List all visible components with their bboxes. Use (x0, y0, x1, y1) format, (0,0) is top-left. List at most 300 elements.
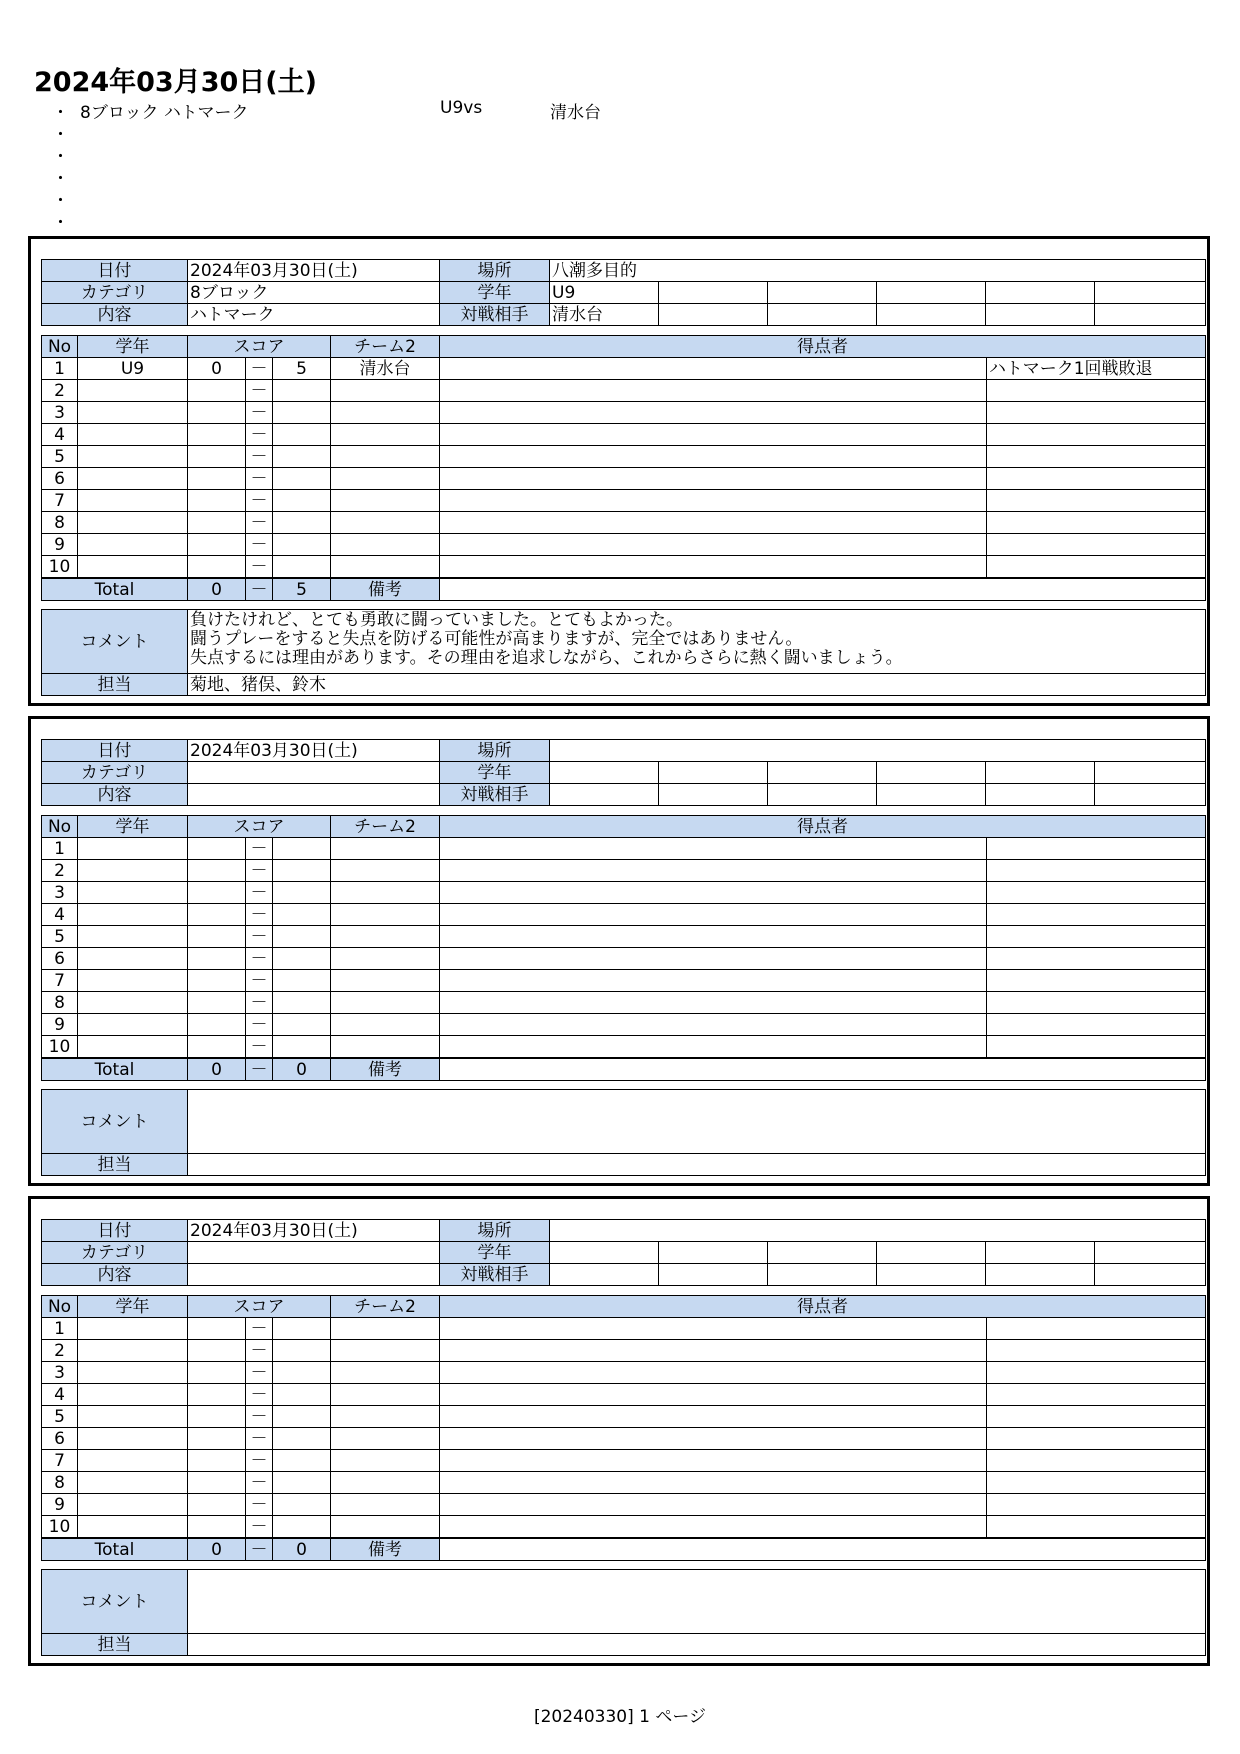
bullet-dot: ・ (52, 125, 69, 145)
score-dash: － (246, 904, 273, 926)
staff-value (188, 1634, 1206, 1656)
row-team2 (331, 838, 440, 860)
category-value (188, 1242, 440, 1264)
total-home: 0 (188, 1058, 246, 1081)
score-dash: － (246, 490, 273, 512)
row-number: 9 (42, 1494, 78, 1516)
date-label: 日付 (42, 740, 188, 762)
category-label: カテゴリ (42, 282, 188, 304)
score-dash: － (246, 882, 273, 904)
row-score-away (273, 948, 331, 970)
row-grade (78, 970, 188, 992)
staff-label: 担当 (42, 1154, 188, 1176)
score-dash: － (246, 402, 273, 424)
row-grade (78, 904, 188, 926)
total-label: Total (42, 1058, 188, 1081)
row-team2 (331, 512, 440, 534)
row-score-home (188, 424, 246, 446)
place-label: 場所 (440, 740, 550, 762)
opponent-value (550, 784, 659, 806)
table-row (42, 512, 1206, 534)
row-note (987, 992, 1206, 1014)
score-dash: － (246, 926, 273, 948)
row-number: 2 (42, 1340, 78, 1362)
bullet-dot: ・ (52, 169, 69, 189)
row-score-away (273, 490, 331, 512)
table-row (42, 860, 1206, 882)
table-row (42, 992, 1206, 1014)
staff-value (188, 1154, 1206, 1176)
table-row (42, 970, 1206, 992)
row-grade (78, 402, 188, 424)
row-scorer (440, 992, 987, 1014)
grade-label: 学年 (440, 762, 550, 784)
row-scorer (440, 926, 987, 948)
row-team2 (331, 446, 440, 468)
grade-extra-cell (659, 282, 768, 304)
score-table (41, 815, 1206, 1081)
row-note (987, 882, 1206, 904)
row-score-home (188, 1494, 246, 1516)
score-dash: － (246, 948, 273, 970)
row-note (987, 1318, 1206, 1340)
comment-table (41, 1089, 1206, 1176)
row-grade (78, 1472, 188, 1494)
comment-label: コメント (42, 1090, 188, 1154)
row-score-away (273, 970, 331, 992)
row-number: 1 (42, 1318, 78, 1340)
score-dash: － (246, 1494, 273, 1516)
opponent-extra-cell (986, 1264, 1095, 1286)
opponent-extra-cell (768, 784, 877, 806)
row-note (987, 556, 1206, 579)
row-team2 (331, 1428, 440, 1450)
grade-extra-cell (768, 282, 877, 304)
score-dash: － (246, 578, 273, 601)
row-number: 3 (42, 402, 78, 424)
opponent-extra-cell (768, 1264, 877, 1286)
score-dash: － (246, 860, 273, 882)
row-number: 2 (42, 380, 78, 402)
row-scorer (440, 490, 987, 512)
remarks-value (440, 578, 1206, 601)
scorer-header: 得点者 (440, 816, 1206, 838)
row-number: 4 (42, 424, 78, 446)
table-row (42, 1516, 1206, 1539)
row-score-away (273, 1318, 331, 1340)
content-value (188, 1264, 440, 1286)
remarks-label: 備考 (331, 1538, 440, 1561)
row-team2 (331, 490, 440, 512)
no-header: No (42, 816, 78, 838)
row-note (987, 512, 1206, 534)
opponent-extra-cell (986, 304, 1095, 326)
row-number: 10 (42, 1036, 78, 1059)
row-score-away (273, 1362, 331, 1384)
staff-value: 菊地、猪俣、鈴木 (188, 674, 1206, 696)
category-label: カテゴリ (42, 1242, 188, 1264)
grade-value (550, 1242, 659, 1264)
score-dash: － (246, 380, 273, 402)
row-number: 8 (42, 992, 78, 1014)
row-scorer (440, 1472, 987, 1494)
total-home: 0 (188, 578, 246, 601)
row-grade (78, 468, 188, 490)
row-grade (78, 838, 188, 860)
row-score-away (273, 1384, 331, 1406)
row-score-home (188, 926, 246, 948)
table-row (42, 380, 1206, 402)
row-number: 5 (42, 1406, 78, 1428)
row-number: 3 (42, 1362, 78, 1384)
bullet-text: 8ブロック ハトマーク (80, 103, 249, 123)
remarks-value (440, 1538, 1206, 1561)
comment-line: 失点するには理由があります。その理由を追求しながら、これからさらに熱く闘いましょう。 (190, 648, 903, 668)
comment-table (41, 1569, 1206, 1656)
row-score-away (273, 1450, 331, 1472)
row-grade (78, 556, 188, 579)
score-dash: － (246, 1538, 273, 1561)
score-dash: － (246, 838, 273, 860)
row-score-home (188, 1384, 246, 1406)
no-header: No (42, 336, 78, 358)
row-team2 (331, 926, 440, 948)
row-note (987, 1362, 1206, 1384)
opponent-extra-cell (1095, 1264, 1206, 1286)
bullet-dot: ・ (52, 103, 69, 123)
row-scorer (440, 424, 987, 446)
row-score-away (273, 1014, 331, 1036)
row-scorer (440, 1494, 987, 1516)
row-score-away (273, 1516, 331, 1539)
grade-extra-cell (986, 1242, 1095, 1264)
row-note (987, 1384, 1206, 1406)
table-row (42, 1340, 1206, 1362)
place-value (550, 1220, 1206, 1242)
comment-text (188, 1090, 1206, 1154)
table-row (42, 468, 1206, 490)
row-score-home (188, 882, 246, 904)
row-score-home (188, 380, 246, 402)
no-header: No (42, 1296, 78, 1318)
row-scorer (440, 882, 987, 904)
bullet-text: U9vs (440, 98, 483, 118)
row-grade (78, 1362, 188, 1384)
score-dash: － (246, 1450, 273, 1472)
row-score-away (273, 1036, 331, 1059)
row-scorer (440, 1516, 987, 1539)
row-team2 (331, 1494, 440, 1516)
row-number: 10 (42, 556, 78, 579)
row-team2 (331, 1318, 440, 1340)
row-scorer (440, 948, 987, 970)
row-team2 (331, 534, 440, 556)
row-score-away (273, 534, 331, 556)
opponent-extra-cell (659, 1264, 768, 1286)
row-scorer (440, 512, 987, 534)
table-row (42, 1494, 1206, 1516)
scorer-header: 得点者 (440, 336, 1206, 358)
row-team2 (331, 1036, 440, 1059)
opponent-extra-cell (986, 784, 1095, 806)
match-record-block (28, 1196, 1210, 1666)
row-score-home (188, 534, 246, 556)
row-team2 (331, 1516, 440, 1539)
row-score-home (188, 992, 246, 1014)
scorer-header: 得点者 (440, 1296, 1206, 1318)
row-scorer (440, 838, 987, 860)
date-label: 日付 (42, 1220, 188, 1242)
row-team2: 清水台 (331, 358, 440, 380)
row-scorer (440, 380, 987, 402)
row-number: 5 (42, 926, 78, 948)
row-scorer (440, 556, 987, 579)
row-grade: U9 (78, 358, 188, 380)
row-number: 4 (42, 1384, 78, 1406)
grade-extra-cell (659, 1242, 768, 1264)
score-dash: － (246, 1516, 273, 1539)
row-scorer (440, 468, 987, 490)
row-scorer (440, 1014, 987, 1036)
row-number: 9 (42, 534, 78, 556)
remarks-label: 備考 (331, 578, 440, 601)
row-note: ハトマーク1回戦敗退 (987, 358, 1206, 380)
row-team2 (331, 992, 440, 1014)
date-label: 日付 (42, 260, 188, 282)
row-grade (78, 490, 188, 512)
staff-label: 担当 (42, 674, 188, 696)
row-number: 7 (42, 1450, 78, 1472)
row-score-away (273, 402, 331, 424)
content-value (188, 784, 440, 806)
row-score-home (188, 1036, 246, 1059)
row-number: 4 (42, 904, 78, 926)
table-row (42, 402, 1206, 424)
row-scorer (440, 860, 987, 882)
row-scorer (440, 1384, 987, 1406)
row-grade (78, 1318, 188, 1340)
team2-header: チーム2 (331, 816, 440, 838)
row-note (987, 1428, 1206, 1450)
row-note (987, 1406, 1206, 1428)
row-score-home (188, 1318, 246, 1340)
score-dash: － (246, 1318, 273, 1340)
opponent-extra-cell (1095, 784, 1206, 806)
content-label: 内容 (42, 304, 188, 326)
score-header: スコア (188, 816, 331, 838)
bullet-text: 清水台 (550, 103, 601, 123)
table-row (42, 1362, 1206, 1384)
row-score-away (273, 1340, 331, 1362)
row-score-home (188, 838, 246, 860)
grade-label: 学年 (440, 282, 550, 304)
opponent-value: 清水台 (550, 304, 659, 326)
row-note (987, 970, 1206, 992)
row-grade (78, 512, 188, 534)
row-score-away (273, 992, 331, 1014)
row-team2 (331, 424, 440, 446)
grade-value (550, 762, 659, 784)
score-dash: － (246, 1428, 273, 1450)
opponent-extra-cell (768, 304, 877, 326)
place-value (550, 740, 1206, 762)
score-table (41, 1295, 1206, 1561)
row-grade (78, 1014, 188, 1036)
row-score-home: 0 (188, 358, 246, 380)
bullet-dot: ・ (52, 191, 69, 211)
row-scorer (440, 358, 987, 380)
table-row (42, 904, 1206, 926)
content-label: 内容 (42, 784, 188, 806)
staff-label: 担当 (42, 1634, 188, 1656)
row-scorer (440, 1450, 987, 1472)
opponent-extra-cell (659, 304, 768, 326)
row-team2 (331, 1450, 440, 1472)
row-score-away (273, 556, 331, 579)
team2-header: チーム2 (331, 336, 440, 358)
comment-label: コメント (42, 610, 188, 674)
row-scorer (440, 402, 987, 424)
row-scorer (440, 1340, 987, 1362)
row-number: 6 (42, 1428, 78, 1450)
grade-header: 学年 (78, 816, 188, 838)
table-row (42, 1472, 1206, 1494)
row-note (987, 424, 1206, 446)
score-dash: － (246, 1340, 273, 1362)
row-team2 (331, 402, 440, 424)
score-dash: － (246, 1472, 273, 1494)
match-info-table (41, 259, 1206, 326)
row-note (987, 1014, 1206, 1036)
opponent-extra-cell (1095, 304, 1206, 326)
grade-extra-cell (659, 762, 768, 784)
remarks-value (440, 1058, 1206, 1081)
row-scorer (440, 534, 987, 556)
grade-extra-cell (877, 762, 986, 784)
row-team2 (331, 860, 440, 882)
comment-line: 負けたけれど、とても勇敢に闘っていました。とてもよかった。 (190, 610, 683, 630)
grade-extra-cell (1095, 1242, 1206, 1264)
score-header: スコア (188, 336, 331, 358)
date-value: 2024年03月30日(土) (188, 740, 440, 762)
row-score-home (188, 556, 246, 579)
score-dash: － (246, 512, 273, 534)
score-dash: － (246, 1036, 273, 1059)
total-away: 5 (273, 578, 331, 601)
table-row (42, 1428, 1206, 1450)
row-note (987, 468, 1206, 490)
table-row (42, 838, 1206, 860)
row-scorer (440, 904, 987, 926)
place-label: 場所 (440, 1220, 550, 1242)
grade-extra-cell (768, 1242, 877, 1264)
row-score-home (188, 860, 246, 882)
row-number: 5 (42, 446, 78, 468)
category-value (188, 762, 440, 784)
row-score-home (188, 1362, 246, 1384)
table-row (42, 882, 1206, 904)
row-scorer (440, 446, 987, 468)
comment-text (188, 610, 1206, 674)
row-score-away (273, 926, 331, 948)
total-label: Total (42, 1538, 188, 1561)
row-number: 1 (42, 358, 78, 380)
table-row (42, 424, 1206, 446)
row-number: 3 (42, 882, 78, 904)
grade-label: 学年 (440, 1242, 550, 1264)
row-grade (78, 992, 188, 1014)
row-number: 1 (42, 838, 78, 860)
table-row (42, 1384, 1206, 1406)
row-score-away (273, 512, 331, 534)
total-away: 0 (273, 1538, 331, 1561)
row-grade (78, 1340, 188, 1362)
row-note (987, 1472, 1206, 1494)
row-note (987, 380, 1206, 402)
comment-text (188, 1570, 1206, 1634)
grade-extra-cell (986, 282, 1095, 304)
table-row (42, 556, 1206, 579)
row-score-home (188, 1014, 246, 1036)
row-note (987, 446, 1206, 468)
row-grade (78, 1406, 188, 1428)
total-home: 0 (188, 1538, 246, 1561)
row-number: 8 (42, 1472, 78, 1494)
row-number: 10 (42, 1516, 78, 1539)
score-dash: － (246, 446, 273, 468)
row-note (987, 1036, 1206, 1059)
row-number: 6 (42, 468, 78, 490)
row-team2 (331, 556, 440, 579)
grade-value: U9 (550, 282, 659, 304)
score-dash: － (246, 1058, 273, 1081)
row-score-home (188, 1406, 246, 1428)
row-number: 6 (42, 948, 78, 970)
row-note (987, 1450, 1206, 1472)
content-value: ハトマーク (188, 304, 440, 326)
row-grade (78, 882, 188, 904)
row-note (987, 860, 1206, 882)
score-dash: － (246, 992, 273, 1014)
row-grade (78, 860, 188, 882)
total-away: 0 (273, 1058, 331, 1081)
score-dash: － (246, 1384, 273, 1406)
row-score-home (188, 904, 246, 926)
table-row (42, 948, 1206, 970)
grade-extra-cell (877, 282, 986, 304)
row-grade (78, 948, 188, 970)
opponent-extra-cell (877, 1264, 986, 1286)
row-grade (78, 1384, 188, 1406)
row-score-home (188, 1450, 246, 1472)
table-row (42, 1036, 1206, 1059)
score-dash: － (246, 970, 273, 992)
row-team2 (331, 1014, 440, 1036)
row-team2 (331, 882, 440, 904)
row-team2 (331, 1362, 440, 1384)
row-number: 7 (42, 970, 78, 992)
team2-header: チーム2 (331, 1296, 440, 1318)
row-score-away (273, 446, 331, 468)
row-score-away (273, 1494, 331, 1516)
row-team2 (331, 1406, 440, 1428)
row-score-away (273, 468, 331, 490)
date-value: 2024年03月30日(土) (188, 1220, 440, 1242)
score-dash: － (246, 1406, 273, 1428)
opponent-value (550, 1264, 659, 1286)
row-score-away (273, 424, 331, 446)
row-scorer (440, 1036, 987, 1059)
